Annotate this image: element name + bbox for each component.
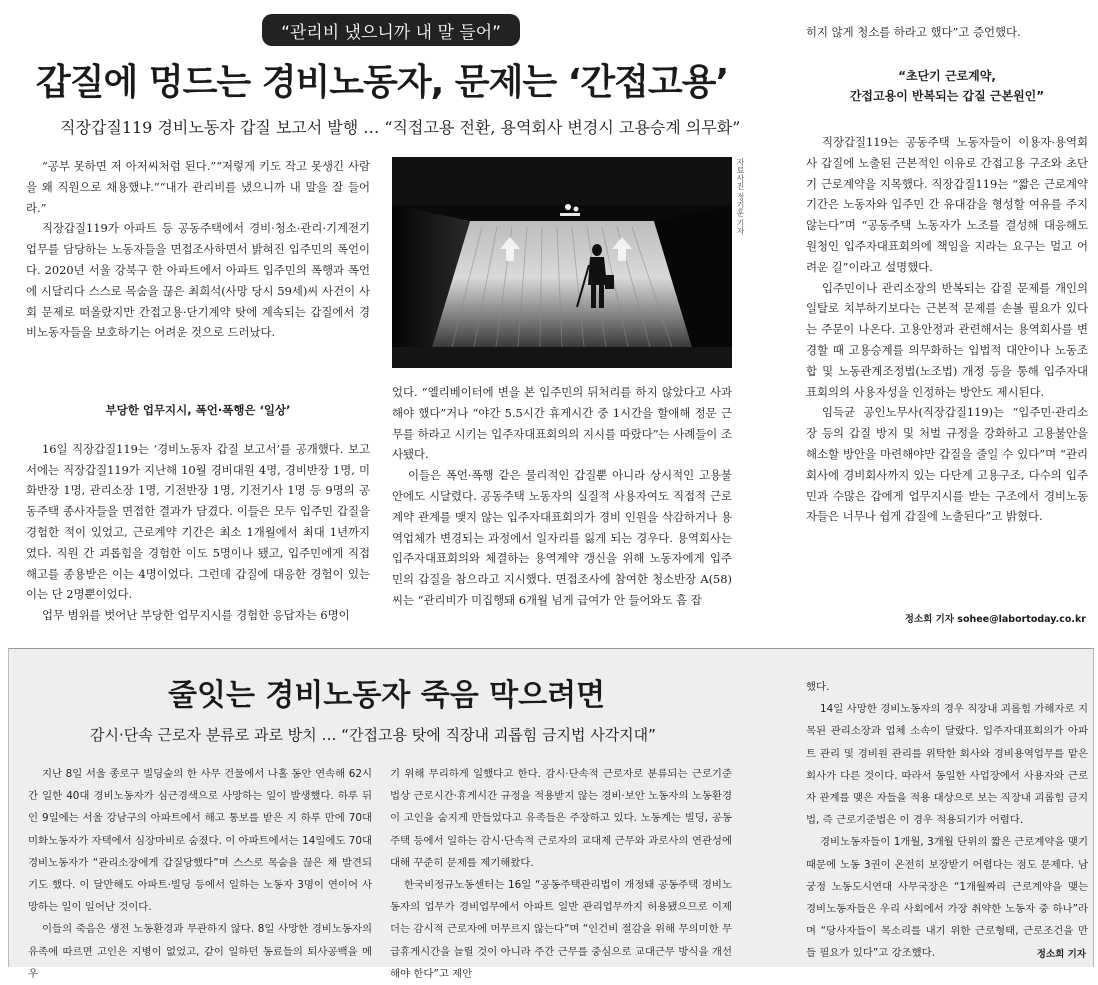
section-title-line: 간접고용이 반복되는 갑질 근본원인” [849,89,1045,103]
article-subheadline: 직장갑질119 경비노동자 갑질 보고서 발행 … “직접고용 전환, 용역회사 변경시 고용승계 의무화” [60,118,741,137]
article2-column-1 [28,763,372,985]
paragraph: 히지 않게 청소를 하라고 했다”고 증언했다. [806,25,1021,39]
paragraph: 한국비정규노동센터는 16일 “공동주택관리법이 개정돼 공동주택 경비노동자의 업무가 경비업무에서 아파트 일반 관리업무까지 허용됐으므로 이제 더는 감시적 근로자에 머무르지 않는다”며 “인건비 절감을 위해 무의미한 무급휴게시간을 늘릴 것이 아니라 주간 근무를 중심으로 교대근무 방식을 개선해야 한다”고 제안 [390,879,732,980]
byline: 정소희 기자 sohee@labortoday.co.kr [904,614,1086,625]
paragraph: 16일 직장갑질119는 ‘경비노동자 갑질 보고서’를 공개했다. 보고서에는 직장갑질119가 지난해 10월 경비대원 4명, 경비반장 1명, 미화반장 1명, 관리소장 1명, 기전반장 1명, 기전기사 1명 등 9명의 공동주택 종사자들을 면접한 결과가 담겼다. 이들은 모두 입주민 갑질을 경험한 적이 있었고, 근로계약 기간은 최소 1개월에서 최대 1년까지였다. 직원 간 괴롭힘을 경험한 이도 5명이나 됐고, 입주민에게 직접 해고를 종용받은 이는 4명이었다. 그런데 갑질에 대응한 경험이 있는 이는 단 2명뿐이었다. [26,441,370,602]
article-column-1 [26,156,370,343]
paragraph: 경비노동자들이 1개월, 3개월 단위의 짧은 근로계약을 맺기 때문에 노동 3권이 온전히 보장받기 어렵다는 점도 문제다. 남궁정 노동도시연대 사무국장은 “1개월짜리 근로계약을 맺는 경비노동자들은 우리 사회에서 가장 취약한 노동자 중 하나”라며 “당사자들이 목소리를 내기 위한 근로형태, 근로조건을 만들 필요가 있다”고 강조했다. [806,836,1088,960]
article2-column-3 [806,676,1088,965]
paragraph: 이들의 죽음은 생전 노동환경과 무관하지 않다. 8일 사망한 경비노동자의 유족에 따르면 고인은 지병이 없었고, 같이 일하던 동료들의 퇴사공백을 메우 [28,923,372,980]
parking-ramp-photo [392,157,732,368]
paragraph: “공부 못하면 저 아저씨처럼 된다.”“저렇게 키도 작고 못생긴 사람을 왜 직원으로 채용했냐.”“내가 관리비를 냈으니까 내 말을 잘 들어라.” [26,159,370,215]
section-title-2 [806,66,1088,106]
section-title-line: “초단기 근로계약, [898,69,996,83]
article-subheadline-2: 감시·단속 근로자 분류로 과로 방치 … “간접고용 탓에 직장내 괴롭힘 금지법 사각지대” [90,726,656,744]
paragraph: 업무 범위를 벗어난 부당한 업무지시를 경험한 응답자는 6명이 [42,608,350,623]
photo-credit: 자료사진 정기훈 기자 [736,158,745,236]
article-headline: 갑질에 멍드는 경비노동자, 문제는 ‘간접고용’ [36,62,729,103]
article-kicker: “관리비 냈으니까 내 말 들어” [262,14,520,46]
paragraph: 었다. “엘리베이터에 변을 본 입주민의 뒤처리를 하지 않았다고 사과해야 했다”거나 “야간 5.5시간 휴게시간 중 1시간을 할애해 정문 근무를 하라고 시키는 입주자대표회의의 지시를 따랐다”는 사례들이 조사됐다. [392,385,732,462]
article-headline-2: 줄잇는 경비노동자 죽음 막으려면 [168,678,606,713]
article-photo [392,157,732,368]
paragraph: 14일 사망한 경비노동자의 경우 직장내 괴롭힘 가해자로 지목된 관리소장과 업체 소속이 달랐다. 입주자대표회의가 아파트 관리 및 경비원 관리를 위탁한 회사와 경비용역업무를 맡은 회사가 다른 것이다. 따라서 동일한 사업장에서 사용자와 근로자 관계를 맺은 자들을 적용 대상으로 보는 직장내 괴롭힘 금지법, 즉 근로기준법은 이 경우 적용되기가 어렵다. [806,703,1088,827]
paragraph: 직장갑질119는 공동주택 노동자들이 이용자·용역회사 갑질에 노출된 근본적인 이유로 간접고용 구조와 초단기 근로계약을 지목했다. 직장갑질119는 “짧은 근로계약 기간은 노동자와 입주민 간 유대감을 형성할 여유를 주지 않는다”며 “공동주택 노동자가 노조를 결성해 대응해도 원청인 입주자대표회의에 책임을 지라는 요구는 멀고 어려운 길”이라고 설명했다. [806,135,1088,274]
article-column-3 [806,132,1088,527]
article2-column-2 [390,763,732,985]
paragraph: 임득균 공인노무사(직장갑질119)는 “입주민·관리소장 등의 갑질 방지 및 처벌 규정을 강화하고 고용불안을 해소할 방안을 마련해야만 갑질을 줄일 수 있다”며 “관리회사에 경비회사까지 있는 다단계 고용구조, 다수의 입주민과 수많은 갑에게 업무지시를 받는 구조에서 경비노동자들은 너무나 쉽게 갑질에 노출된다”고 밝혔다. [806,405,1088,524]
byline-2: 정소희 기자 [1036,949,1086,960]
paragraph: 입주민이나 관리소장의 반복되는 갑질 문제를 개인의 일탈로 치부하기보다는 근본적 문제를 손볼 필요가 있다는 주문이 나온다. 고용안정과 관련해서는 용역회사를 변경할 때 고용승계를 의무화하는 입법적 대안이나 노동조합 및 노동관계조정법(노조법) 개정 등을 통해 입주자대표회의의 사용자성을 인정하는 방안도 제시된다. [806,280,1088,399]
paragraph: 지난 8일 서울 종로구 빌딩숲의 한 사무 건물에서 나홀 동안 연속해 62시간 일한 40대 경비노동자가 심근경색으로 사망하는 일이 발생했다. 하루 뒤인 9일에는 서울 강남구의 아파트에서 해고 통보를 받은 지 하루 만에 70대 미화노동자가 자택에서 심장마비로 숨졌다. 이 아파트에서는 14일에도 70대 경비노동자가 “관리소장에게 갑질당했다”며 스스로 목숨을 끊은 채 발견되기도 했다. 이 달만해도 아파트·빌딩 등에서 일하는 노동자 3명이 연이어 사망하는 일이 일어난 것이다. [28,768,372,914]
article-column-1-lower [26,380,370,626]
section-title: 부당한 업무지시, 폭언·폭행은 ‘일상’ [105,403,291,417]
paragraph: 직장갑질119가 아파트 등 공동주택에서 경비·청소·관리·기계전기 업무를 담당하는 노동자들을 면접조사하면서 밝혀진 입주민의 폭언이다. 2020년 서울 강북구 한 아파트에서 아파트 입주민의 폭행과 폭언에 시달리다 스스로 목숨을 끊은 최희석(사망 당시 59세)씨 사건이 사회 문제로 떠올랐지만 간접고용·단기계약 탓에 계속되는 갑질에서 경비노동자들을 보호하기는 어려운 것으로 드러났다. [26,221,370,340]
paragraph: 했다. [806,681,830,693]
article-column-2 [392,382,732,611]
paragraph: 기 위해 무리하게 일했다고 한다. 감시·단속적 근로자로 분류되는 근로기준법상 근로시간·휴게시간 규정을 적용받지 않는 경비·보안 노동자의 노동환경이 고인을 숨지게 만들었다고 유족들은 주장하고 있다. 노동계는 빌딩, 공동주택 등에서 일하는 감시·단속적 근로자의 교대제 근무와 과로사의 연관성에 대해 꾸준히 문제를 제기해왔다. [390,768,732,869]
paragraph: 이들은 폭언·폭행 같은 물리적인 갑질뿐 아니라 상시적인 고용불안에도 시달렸다. 공동주택 노동자의 실질적 사용자여도 직접적 근로계약 관계를 맺지 않는 입주자대표회의가 경비 인원을 삭감하거나 용역업체가 변경되는 과정에서 일자리를 잃게 되는 경우다. 용역회사는 입주자대표회의와 체결하는 용역계약 갱신을 위해 노동자에게 입주민의 갑질을 참으라고 지시했다. 면접조사에 참여한 청소반장 A(58)씨는 “관리비가 미집행돼 6개월 넘게 급여가 안 들어와도 흠 잡 [392,468,732,607]
article-column-3-top [806,22,1088,43]
